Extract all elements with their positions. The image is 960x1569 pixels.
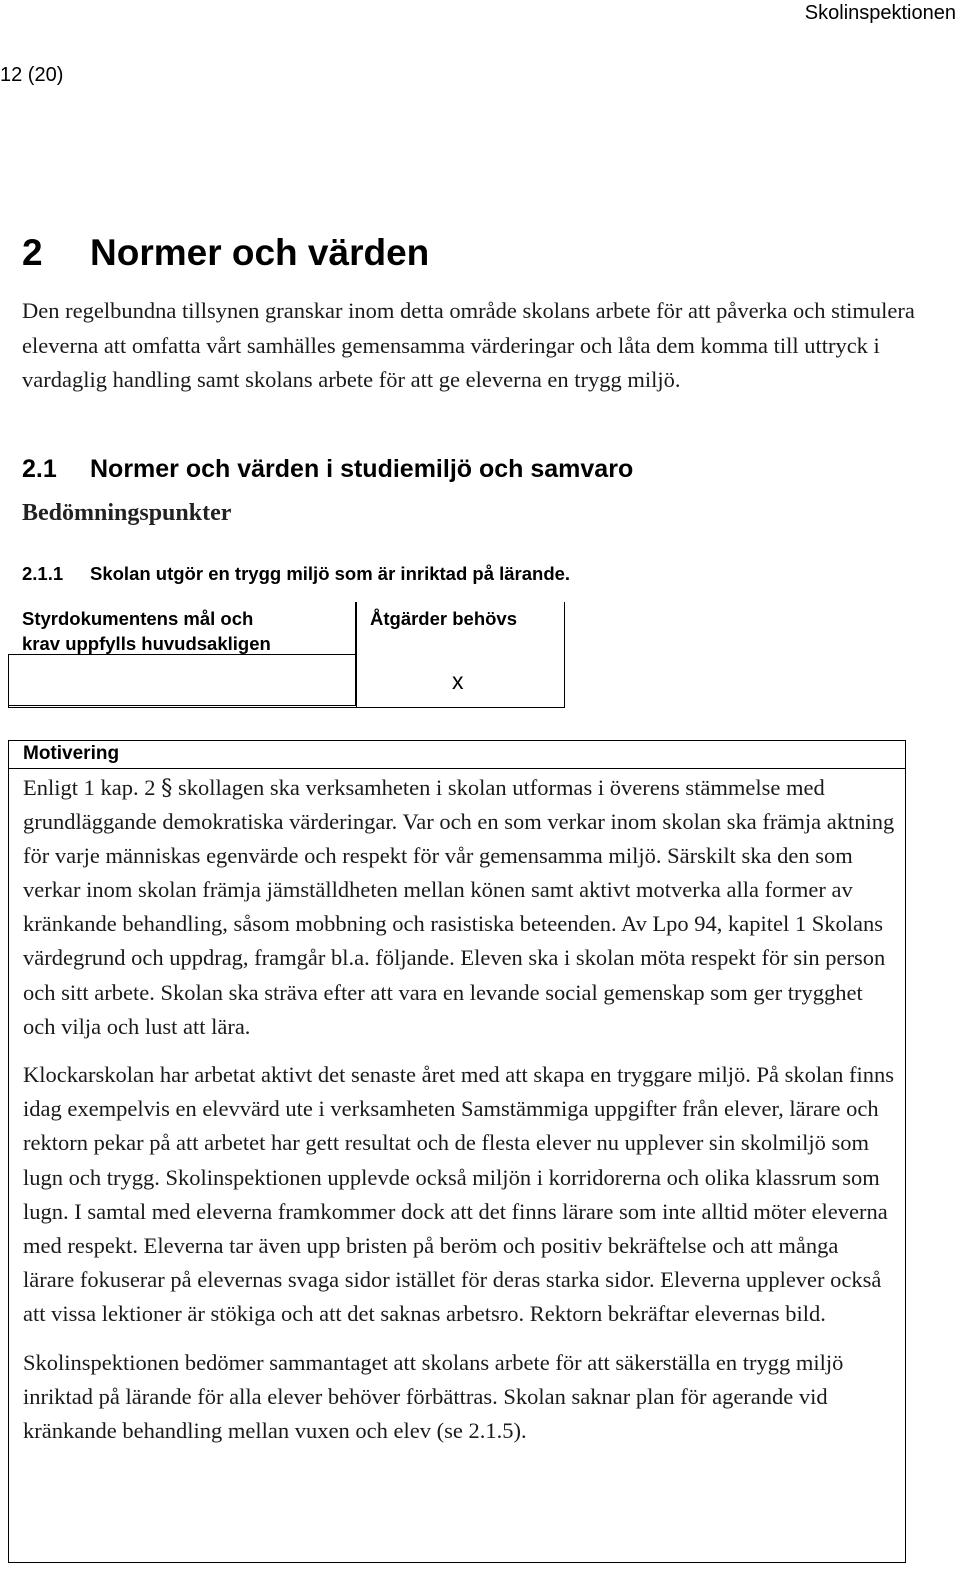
assessment-option-1-line-2: krav uppfylls huvudsakligen bbox=[22, 633, 271, 654]
assessment-table bbox=[8, 602, 565, 708]
assessment-option-1-label bbox=[22, 606, 271, 656]
motivation-paragraph-1 bbox=[23, 771, 895, 1044]
section-title: Normer och värden bbox=[90, 232, 430, 273]
subsection-number: 2.1 bbox=[22, 455, 57, 483]
section-intro: Den regelbundna tillsynen granskar inom detta område skolans arbete för att påverka och stimulera eleverna att omfatta vårt samhälles gemensamma värderingar och låta dem komma till uttryck i vardaglig handling samt skolans arbete för att ge eleverna en trygg miljö. bbox=[22, 298, 915, 393]
assessment-option-2-label: Åtgärder behövs bbox=[370, 608, 518, 629]
page-number: 12 (20) bbox=[0, 64, 64, 86]
section-number: 2 bbox=[22, 232, 43, 273]
motivation-header bbox=[9, 741, 905, 769]
header-organization: Skolinspektionen bbox=[804, 2, 956, 24]
motivation-label: Motivering bbox=[23, 743, 120, 764]
criterion-title: Skolan utgör en trygg miljö som är inriktad på lärande. bbox=[90, 563, 571, 584]
paragraph-sign: § bbox=[161, 775, 173, 801]
motivation-paragraph-2: Klockarskolan har arbetat aktivt det senaste året med att skapa en tryggare miljö. På skolan finns idag exempelvis en elevvärd ute i verksamheten Samstämmiga uppgifter från elever, lärare och rektorn pekar på att arbetet har gett resultat och de flesta elever nu upplever sin skolmiljö som lugn och trygg. Skolinspektionen upplevde också miljön i korridorerna och olika klassrum som lugn. I samtal med eleverna framkommer dock att det finns lärare som inte alltid möter eleverna med respekt. Eleverna tar även upp bristen på beröm och positiv bekräftelse och att många lärare fokuserar på elevernas svaga sidor istället för deras starka sidor. Eleverna upplever också att vissa lektioner är stökiga och att det saknas arbetsro. Rektorn bekräftar elevernas bild. bbox=[23, 1062, 894, 1326]
criterion-heading bbox=[22, 563, 570, 585]
criterion-number: 2.1.1 bbox=[22, 563, 64, 584]
motivation-body bbox=[23, 771, 895, 1462]
assessment-selected-mark: x bbox=[452, 668, 464, 694]
section-heading bbox=[22, 232, 429, 274]
motivation-p1-start: Enligt 1 kap. 2 bbox=[23, 775, 162, 800]
motivation-paragraph-3: Skolinspektionen bedömer sammantaget att skolans arbete för att säkerställa en trygg miljö inriktad på lärande för alla elever behöver förbättras. Skolan saknar plan för agerande vid kränkande behandling mellan vuxen och elev (se 2.1.5). bbox=[23, 1349, 844, 1443]
assessment-cell-option-1-mark bbox=[8, 654, 356, 708]
subsection-title: Normer och värden i studiemiljö och samvaro bbox=[90, 455, 634, 483]
subsection-heading bbox=[22, 455, 633, 484]
assessment-option-1-line-1: Styrdokumentens mål och bbox=[22, 608, 254, 629]
motivation-p1-end: skollagen ska verksamheten i skolan utformas i överens stämmelse med grundläggande demokratiska värderingar. Var och en som verkar inom skolan ska främja aktning för varje människas egenvärde och respekt för vår gemensamma miljö. Särskilt ska den som verkar inom skolan främja jämställdheten mellan könen samt aktivt motverka alla former av kränkande behandling, såsom mobbning och rasistiska beteenden. Av Lpo 94, kapitel 1 Skolans värdegrund och uppdrag, framgår bl.a. följande. Eleven ska i skolan möta respekt för sin person och sitt arbete. Skolan ska sträva efter att vara en levande social gemenskap som ger trygghet och vilja och lust att lära. bbox=[23, 775, 895, 1039]
assessment-points-label: Bedömningspunkter bbox=[22, 500, 232, 526]
motivation-box bbox=[8, 740, 906, 1563]
